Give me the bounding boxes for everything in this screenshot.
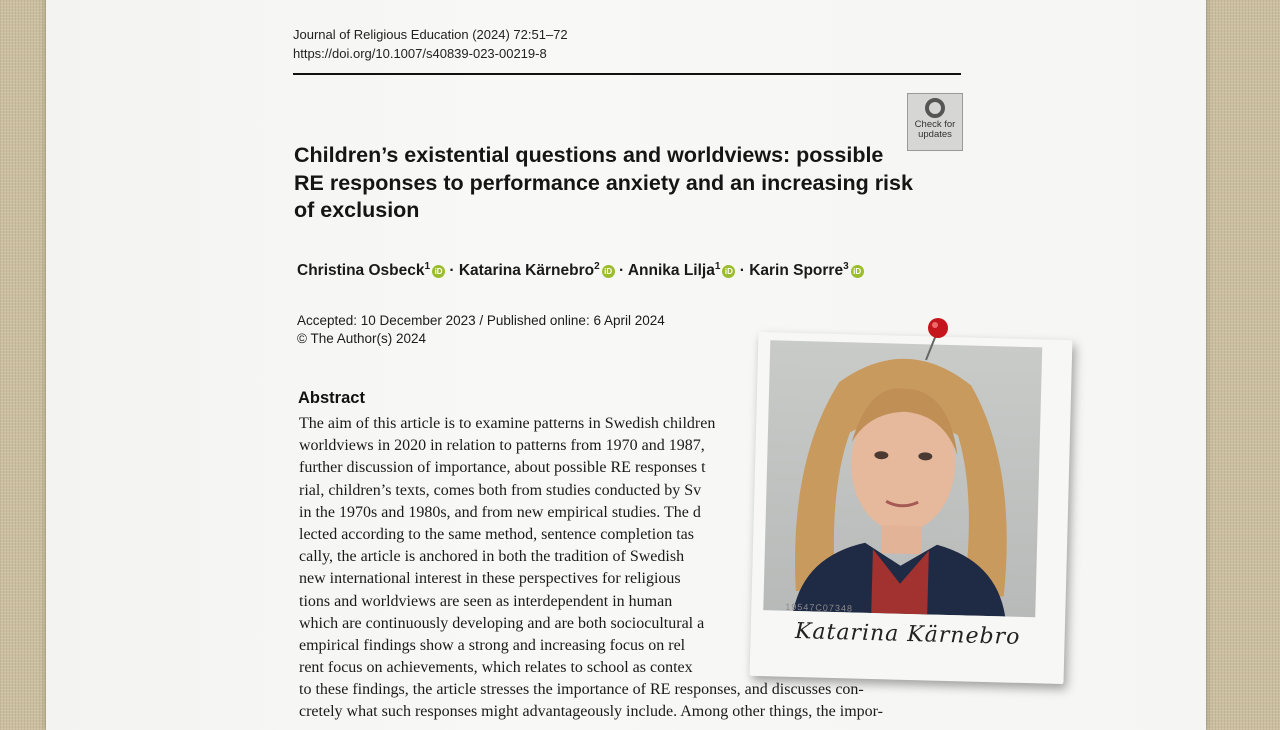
orcid-icon[interactable]: iD xyxy=(722,265,735,278)
check-for-updates-badge[interactable] xyxy=(907,93,963,151)
author-name: Christina Osbeck xyxy=(297,262,425,280)
author-affiliation: 1 xyxy=(424,261,431,272)
header-rule xyxy=(293,73,961,75)
doi-link[interactable]: https://doi.org/10.1007/s40839-023-00219-8 xyxy=(293,46,547,61)
author-name: Annika Lilja xyxy=(627,262,715,280)
orcid-icon[interactable]: iD xyxy=(851,265,864,278)
abstract-line: The aim of this article is to examine patterns in Swedish children xyxy=(299,415,716,432)
push-pin-icon xyxy=(922,316,962,366)
portrait-illustration xyxy=(763,340,1042,617)
journal-citation: Journal of Religious Education (2024) 72:51–72 xyxy=(293,27,568,42)
author-affiliation: 1 xyxy=(714,261,721,272)
bookmark-icon xyxy=(925,98,945,118)
abstract-line: worldviews in 2020 in relation to patterns from 1970 and 1987, xyxy=(299,437,705,455)
abstract-line: tions and worldviews are seen as interdependent in human xyxy=(299,592,673,610)
article-title: Children’s existential questions and worldviews: possible RE responses to performance anxiety and an increasing risk of exclusion xyxy=(294,143,913,222)
abstract-line: in the 1970s and 1980s, and from new empirical studies. The d xyxy=(299,503,701,521)
abstract-line: new international interest in these perspectives for religious xyxy=(299,570,681,588)
abstract-line: which are continuously developing and are both sociocultural a xyxy=(299,614,705,632)
orcid-icon[interactable]: iD xyxy=(432,265,445,278)
orcid-icon[interactable]: iD xyxy=(602,265,615,278)
abstract-line: rial, children’s texts, comes both from studies conducted by Sv xyxy=(299,481,702,499)
author-affiliation: 2 xyxy=(594,261,600,272)
badge-line-1: Check for xyxy=(914,119,956,130)
portrait-photo xyxy=(763,340,1042,617)
abstract-line: lected according to the same method, sentence completion tas xyxy=(299,525,694,543)
signature: Katarina Kärnebro xyxy=(794,619,1021,650)
copyright-notice: © The Author(s) 2024 xyxy=(297,331,427,346)
badge-line-2: updates xyxy=(918,129,952,140)
publication-dates: Accepted: 10 December 2023 / Published online: 6 April 2024 xyxy=(297,313,665,328)
abstract-line: cally, the article is anchored in both the tradition of Swedish xyxy=(299,548,685,566)
film-code: 19547C07348 xyxy=(785,601,854,614)
author-list: Christina Osbeck$^1$ iD · Katarina Kärnebro$^2$ iD · Annika Lilja$^1$ iD · Karin Sporre$^3$ iD xyxy=(297,261,864,280)
author-name: Katarina Kärnebro xyxy=(458,262,595,280)
abstract-line: rent focus on achievements, which relates to school as contex xyxy=(299,659,693,677)
abstract-line: cretely what such responses might advantageously include. Among other things, the impor- xyxy=(299,703,883,721)
abstract-heading: Abstract xyxy=(298,389,365,407)
author-name: Karin Sporre xyxy=(749,262,844,280)
abstract-line: further discussion of importance, about possible RE responses t xyxy=(299,459,706,477)
polaroid-photo-card xyxy=(750,332,1073,684)
abstract-line: to these findings, the article stresses the importance of RE responses, and discusses con- xyxy=(299,681,864,699)
author-affiliation: 3 xyxy=(843,261,849,272)
abstract-line: empirical findings show a strong and increasing focus on rel xyxy=(299,636,686,654)
